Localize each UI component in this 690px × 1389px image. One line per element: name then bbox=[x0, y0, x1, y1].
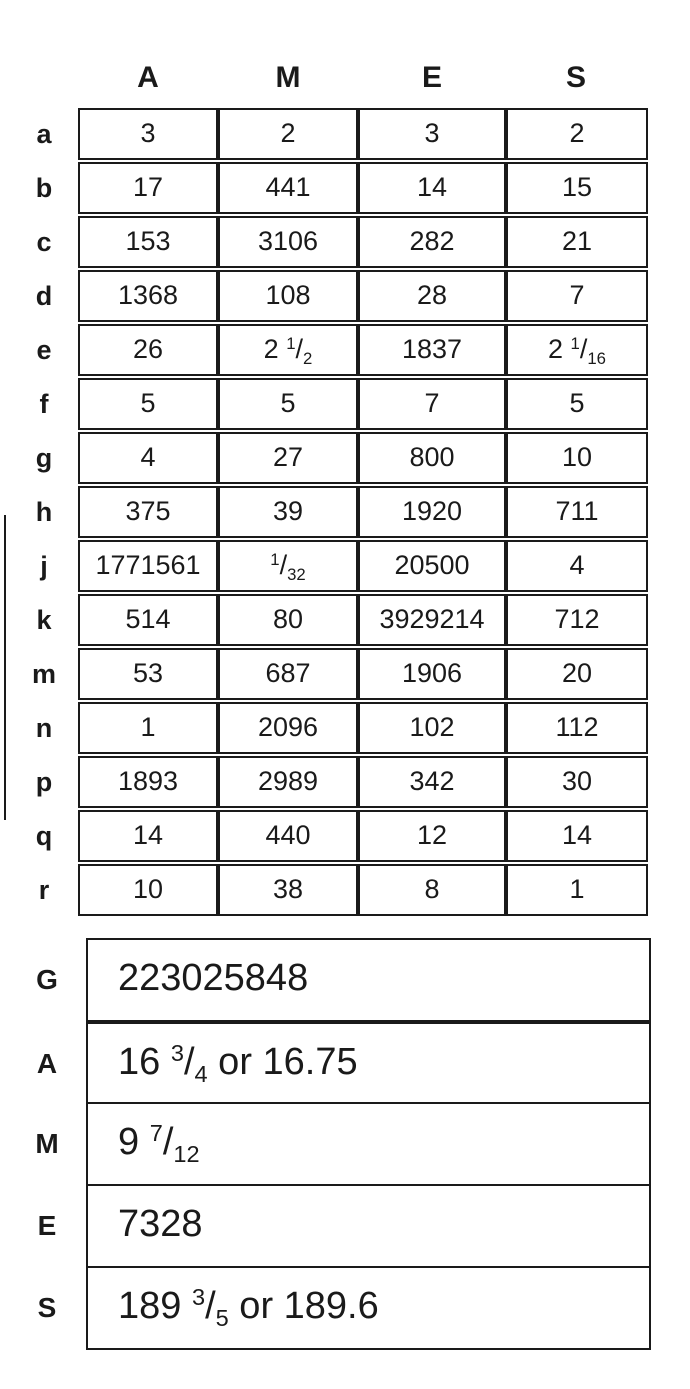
cell-e-a bbox=[78, 324, 218, 376]
cell-value: 102 bbox=[409, 712, 455, 742]
row-label-a: a bbox=[36, 119, 52, 149]
cell-value: 39 bbox=[272, 496, 304, 526]
cell-value: 112 bbox=[555, 712, 599, 742]
cell-value: 21 bbox=[561, 226, 593, 256]
cell-p-a bbox=[78, 756, 218, 808]
cell-value: 712 bbox=[554, 604, 600, 634]
cell-m-m bbox=[218, 648, 358, 700]
cell-value: 800 bbox=[409, 442, 455, 472]
cell-q-e bbox=[358, 810, 506, 862]
answer-label-g: G bbox=[36, 964, 58, 995]
cell-value: 7 bbox=[424, 388, 440, 418]
cell-value: 687 bbox=[265, 658, 311, 688]
cell-g-e bbox=[358, 432, 506, 484]
cell-value: 2989 bbox=[257, 766, 319, 796]
cell-q-m bbox=[218, 810, 358, 862]
cell-a-e bbox=[358, 108, 506, 160]
answer-box-g bbox=[86, 938, 651, 1022]
cell-value: 153 bbox=[125, 226, 171, 256]
cell-value: 14 bbox=[416, 172, 448, 202]
cell-h-m bbox=[218, 486, 358, 538]
cell-value: 7 bbox=[569, 280, 585, 310]
cell-c-a bbox=[78, 216, 218, 268]
row-label-j: j bbox=[40, 551, 48, 581]
cell-value: 80 bbox=[272, 604, 304, 634]
numerator: 1 bbox=[286, 333, 296, 353]
cell-r-e bbox=[358, 864, 506, 916]
cell-value: 30 bbox=[561, 766, 593, 796]
whole-part: 9 bbox=[118, 1121, 140, 1163]
row-label-n: n bbox=[35, 713, 53, 743]
whole-part: 223025848 bbox=[118, 957, 309, 999]
row-label-k: k bbox=[36, 605, 52, 635]
whole-part: 16 bbox=[118, 1041, 161, 1083]
cell-h-e bbox=[358, 486, 506, 538]
cell-value: 282 bbox=[409, 226, 455, 256]
cell-value: 711 bbox=[555, 496, 599, 526]
answer-label-s: S bbox=[37, 1292, 57, 1323]
cell-value: 10 bbox=[561, 442, 593, 472]
numerator: 1 bbox=[570, 333, 580, 353]
numerator: 3 bbox=[191, 1284, 206, 1311]
cell-value: 108 bbox=[265, 280, 311, 310]
cell-j-m: $^1/_{32}$ bbox=[218, 540, 358, 592]
cell-value: 1906 bbox=[401, 658, 463, 688]
answer-decimal: or 16.75 bbox=[207, 1041, 358, 1083]
cell-value: 2096 bbox=[257, 712, 319, 742]
cell-q-s bbox=[506, 810, 648, 862]
cell-m-s bbox=[506, 648, 648, 700]
cell-value: 5 bbox=[140, 388, 156, 418]
answer-box-e bbox=[86, 1184, 651, 1268]
denominator: 12 bbox=[173, 1141, 200, 1168]
cell-value: 27 bbox=[272, 442, 304, 472]
cell-a-a bbox=[78, 108, 218, 160]
denominator: 4 bbox=[194, 1061, 208, 1088]
cell-value: 1837 bbox=[401, 334, 463, 364]
cell-m-e bbox=[358, 648, 506, 700]
cell-value: 3 bbox=[140, 118, 156, 148]
cell-c-e bbox=[358, 216, 506, 268]
cell-f-m bbox=[218, 378, 358, 430]
denominator: 16 bbox=[587, 348, 606, 368]
whole-part: 2 bbox=[263, 334, 279, 364]
answer-label-e: E bbox=[37, 1210, 57, 1241]
row-label-m: m bbox=[31, 659, 56, 689]
cell-value: 10 bbox=[132, 874, 164, 904]
cell-p-e bbox=[358, 756, 506, 808]
cell-n-e bbox=[358, 702, 506, 754]
row-label-b: b bbox=[35, 173, 53, 203]
cell-p-s bbox=[506, 756, 648, 808]
cell-value: 4 bbox=[140, 442, 156, 472]
cell-r-m bbox=[218, 864, 358, 916]
cell-value: 38 bbox=[272, 874, 304, 904]
cell-value: 375 bbox=[125, 496, 171, 526]
column-header-a: A bbox=[137, 61, 159, 94]
cell-value: 2 bbox=[280, 118, 296, 148]
column-header-m: M bbox=[275, 61, 301, 94]
cell-a-s bbox=[506, 108, 648, 160]
row-label-p: p bbox=[35, 767, 53, 797]
cell-value: 26 bbox=[132, 334, 164, 364]
cell-e-m: 2 $^1/_2$ bbox=[218, 324, 358, 376]
cell-d-a bbox=[78, 270, 218, 322]
cell-e-e bbox=[358, 324, 506, 376]
answer-box-m: 9 $^7/_{12}$ bbox=[86, 1102, 651, 1186]
cell-d-s bbox=[506, 270, 648, 322]
cell-g-s bbox=[506, 432, 648, 484]
numerator: 3 bbox=[170, 1040, 184, 1067]
cell-value: 28 bbox=[416, 280, 448, 310]
cell-b-m bbox=[218, 162, 358, 214]
cell-f-e bbox=[358, 378, 506, 430]
margin-line bbox=[4, 515, 6, 820]
cell-value: 17 bbox=[132, 172, 164, 202]
cell-d-m bbox=[218, 270, 358, 322]
cell-h-s bbox=[506, 486, 648, 538]
denominator: 5 bbox=[215, 1305, 229, 1332]
cell-r-s bbox=[506, 864, 648, 916]
cell-value: 3 bbox=[424, 118, 440, 148]
cell-k-e bbox=[358, 594, 506, 646]
cell-value: 53 bbox=[132, 658, 164, 688]
row-label-g: g bbox=[35, 443, 53, 473]
answer-label-a: A bbox=[36, 1048, 58, 1079]
cell-a-m bbox=[218, 108, 358, 160]
cell-value: 342 bbox=[409, 766, 455, 796]
column-header-s: S bbox=[565, 61, 586, 94]
answer-box-a: 16 $^3/_4$ or 16.75 bbox=[86, 1022, 651, 1106]
cell-q-a bbox=[78, 810, 218, 862]
row-label-f: f bbox=[39, 389, 49, 419]
cell-value: 14 bbox=[561, 820, 593, 850]
whole-part: 189 bbox=[118, 1285, 182, 1327]
whole-part: 2 bbox=[548, 334, 564, 364]
cell-value: 5 bbox=[569, 388, 585, 418]
row-label-h: h bbox=[35, 497, 53, 527]
whole-part: 7328 bbox=[118, 1203, 203, 1245]
cell-c-s bbox=[506, 216, 648, 268]
cell-g-a bbox=[78, 432, 218, 484]
cell-value: 1 bbox=[140, 712, 156, 742]
denominator: 2 bbox=[303, 348, 313, 368]
cell-p-m bbox=[218, 756, 358, 808]
numerator: 1 bbox=[270, 549, 280, 569]
cell-value: 441 bbox=[265, 172, 311, 202]
cell-e-s: 2 $^1/_{16}$ bbox=[506, 324, 648, 376]
cell-f-a bbox=[78, 378, 218, 430]
cell-n-a bbox=[78, 702, 218, 754]
cell-j-s bbox=[506, 540, 648, 592]
cell-value: 3106 bbox=[257, 226, 319, 256]
cell-r-a bbox=[78, 864, 218, 916]
cell-g-m bbox=[218, 432, 358, 484]
answer-box-s: 189 $^3/_5$ or 189.6 bbox=[86, 1266, 651, 1350]
cell-h-a bbox=[78, 486, 218, 538]
cell-k-m bbox=[218, 594, 358, 646]
cell-value: 4 bbox=[569, 550, 585, 580]
cell-n-m bbox=[218, 702, 358, 754]
cell-value: 5 bbox=[280, 388, 296, 418]
row-label-r: r bbox=[38, 875, 50, 905]
row-label-d: d bbox=[35, 281, 53, 311]
answer-label-m: M bbox=[35, 1128, 59, 1159]
cell-value: 1 bbox=[569, 874, 585, 904]
row-label-c: c bbox=[36, 227, 52, 257]
cell-value: 14 bbox=[132, 820, 164, 850]
cell-j-a bbox=[78, 540, 218, 592]
cell-k-s bbox=[506, 594, 648, 646]
cell-value: 8 bbox=[424, 874, 440, 904]
cell-value: 1893 bbox=[117, 766, 179, 796]
numerator: 7 bbox=[149, 1120, 163, 1147]
cell-d-e bbox=[358, 270, 506, 322]
cell-f-s bbox=[506, 378, 648, 430]
row-label-e: e bbox=[36, 335, 52, 365]
cell-value: 1920 bbox=[401, 496, 463, 526]
cell-value: 514 bbox=[125, 604, 171, 634]
cell-k-a bbox=[78, 594, 218, 646]
answer-decimal: or 189.6 bbox=[228, 1285, 379, 1327]
cell-value: 12 bbox=[416, 820, 448, 850]
cell-b-s bbox=[506, 162, 648, 214]
cell-m-a bbox=[78, 648, 218, 700]
cell-value: 20 bbox=[561, 658, 593, 688]
row-label-q: q bbox=[35, 821, 53, 851]
cell-c-m bbox=[218, 216, 358, 268]
column-header-e: E bbox=[421, 61, 442, 94]
cell-value: 440 bbox=[265, 820, 311, 850]
cell-value: 2 bbox=[569, 118, 585, 148]
cell-value: 15 bbox=[561, 172, 593, 202]
cell-value: 3929214 bbox=[379, 604, 485, 634]
cell-b-e bbox=[358, 162, 506, 214]
cell-j-e bbox=[358, 540, 506, 592]
cell-value: 20500 bbox=[394, 550, 470, 580]
denominator: 32 bbox=[287, 564, 306, 584]
cell-value: 1368 bbox=[117, 280, 179, 310]
cell-value: 1771561 bbox=[95, 550, 201, 580]
cell-n-s bbox=[506, 702, 648, 754]
cell-b-a bbox=[78, 162, 218, 214]
